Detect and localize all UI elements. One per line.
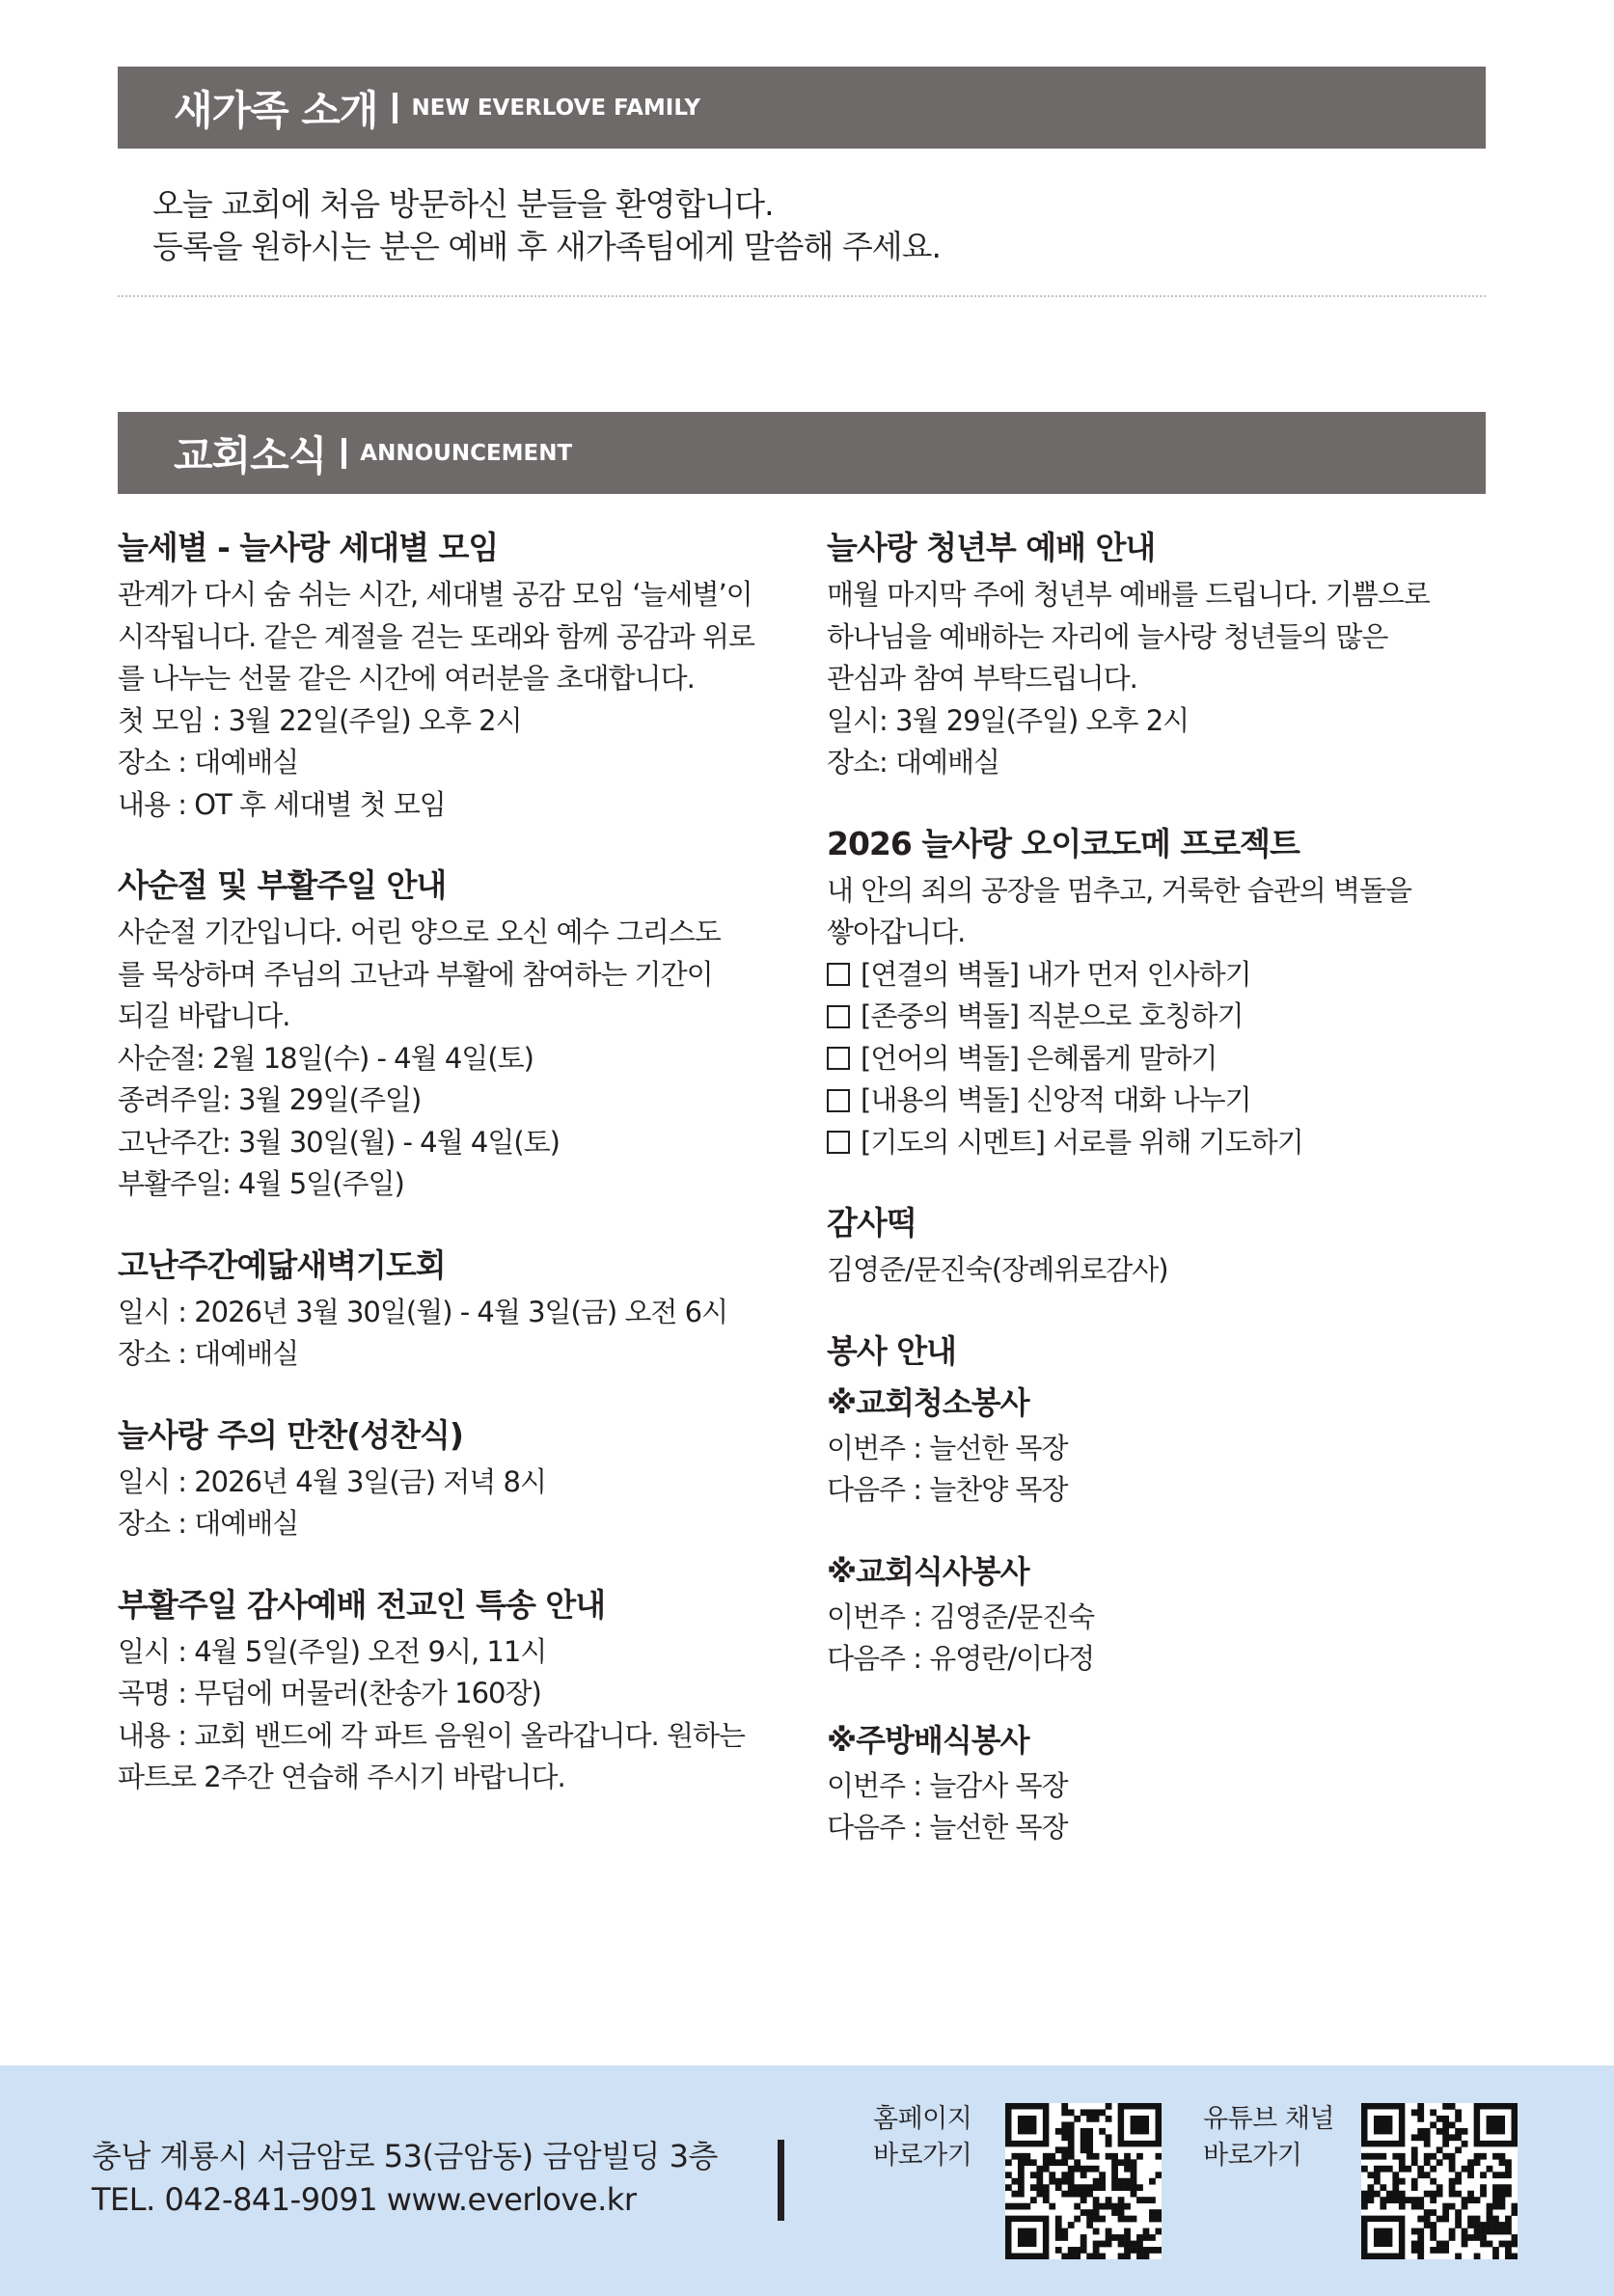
news-title: 늘세별 - 늘사랑 세대별 모임	[118, 529, 499, 566]
news-item	[118, 1244, 827, 1376]
checklist-label: [언어의 벽돌] 은혜롭게 말하기	[861, 1041, 1217, 1075]
news-body: 일시 : 2026년 4월 3일(금) 저녁 8시 장소 : 대예배실	[118, 1464, 546, 1540]
church-contact[interactable]: TEL. 042-841-9091 www.everlove.kr	[92, 2181, 637, 2218]
new-family-banner	[118, 67, 1486, 149]
checkbox-icon	[827, 963, 850, 986]
news-title: 감사떡	[827, 1204, 916, 1242]
service-group	[827, 1378, 1536, 1512]
checklist-item	[827, 1080, 1536, 1122]
news-title: 2026 늘사랑 오이코도메 프로젝트	[827, 824, 1299, 862]
checklist-item	[827, 996, 1536, 1038]
homepage-label-line: 바로가기	[873, 2141, 972, 2171]
service-group	[827, 1546, 1536, 1681]
checklist-label: [기도의 시멘트] 서로를 위해 기도하기	[861, 1125, 1303, 1159]
checklist-item	[827, 1122, 1536, 1164]
homepage-link-label[interactable]	[873, 2101, 971, 2174]
footer-address-block	[92, 2135, 718, 2222]
service-group-title: ※교회식사봉사	[827, 1552, 1029, 1590]
youtube-label-line: 바로가기	[1203, 2141, 1302, 2171]
service-group-title: ※주방배식봉사	[827, 1721, 1029, 1759]
service-this-week: 이번주 : 김영준/문진숙	[827, 1599, 1095, 1633]
new-family-title: 새가족 소개	[174, 86, 378, 134]
checklist-item	[827, 1038, 1536, 1080]
divider-bar	[393, 93, 397, 123]
news-item	[118, 1583, 827, 1799]
announcement-subtitle: ANNOUNCEMENT	[360, 440, 573, 466]
thanks-section	[827, 1201, 1536, 1292]
service-group	[827, 1715, 1536, 1849]
dotted-divider	[118, 295, 1486, 297]
news-body: 김영준/문진숙(장례위로감사)	[827, 1253, 1168, 1286]
announcement-right-column	[827, 526, 1536, 1887]
new-family-intro	[152, 183, 941, 268]
service-next-week: 다음주 : 늘찬양 목장	[827, 1473, 1068, 1506]
homepage-qr-icon[interactable]	[1005, 2103, 1162, 2259]
news-body: 내 안의 죄의 공장을 멈추고, 거룩한 습관의 벽돌을 쌓아갑니다.	[827, 873, 1412, 948]
news-body: 일시 : 2026년 3월 30일(월) - 4월 3일(금) 오전 6시 장소 : 대예배실	[118, 1295, 728, 1370]
youtube-link-label[interactable]	[1203, 2101, 1334, 2174]
news-title: 부활주일 감사예배 전교인 특송 안내	[118, 1585, 606, 1624]
homepage-label-line: 홈페이지	[873, 2104, 972, 2134]
church-address: 충남 계룡시 서금암로 53(금암동) 금암빌딩 3층	[92, 2138, 718, 2174]
service-this-week: 이번주 : 늘감사 목장	[827, 1768, 1068, 1802]
service-next-week: 다음주 : 늘선한 목장	[827, 1811, 1068, 1844]
youth-worship-section	[827, 526, 1536, 784]
oikodome-section	[827, 822, 1536, 1164]
announcement-banner	[118, 412, 1486, 494]
news-body: 매월 마지막 주에 청년부 예배를 드립니다. 기쁨으로 하나님을 예배하는 자리에 늘사랑 청년들의 많은 관심과 참여 부탁드립니다. 일시: 3월 29일(주일) 오후 2시 장소: 대예배실	[827, 578, 1430, 779]
news-body: 사순절 기간입니다. 어린 양으로 오신 예수 그리스도 를 묵상하며 주님의 고난과 부활에 참여하는 기간이 되길 바랍니다. 사순절: 2월 18일(수) - 4월 4일(토) 종려주일: 3월 29일(주일) 고난주간: 3월 30일(월) - 4월 4일(토) 부활주일: 4월 5일(주일)	[118, 916, 721, 1200]
checklist-label: [연결의 벽돌] 내가 먼저 인사하기	[861, 957, 1251, 991]
news-title: 사순절 및 부활주일 안내	[118, 866, 447, 904]
divider-bar	[342, 438, 346, 469]
new-family-line: 등록을 원하시는 분은 예배 후 새가족팀에게 말씀해 주세요.	[152, 228, 941, 265]
news-title: 늘사랑 주의 만찬(성찬식)	[118, 1415, 463, 1454]
announcement-left-column	[118, 526, 827, 1837]
news-body: 일시 : 4월 5일(주일) 오전 9시, 11시 곡명 : 무덤에 머물러(찬송가 160장) 내용 : 교회 밴드에 각 파트 음원이 올라갑니다. 원하는 파트로 2주간 연습해 주시기 바랍니다.	[118, 1634, 746, 1793]
news-title: 봉사 안내	[827, 1331, 957, 1370]
checklist-label: [존중의 벽돌] 직분으로 호칭하기	[861, 999, 1244, 1032]
checkbox-icon	[827, 1005, 850, 1028]
checkbox-icon	[827, 1047, 850, 1070]
footer-divider	[778, 2140, 784, 2221]
service-next-week: 다음주 : 유영란/이다정	[827, 1642, 1095, 1675]
checkbox-icon	[827, 1131, 850, 1154]
service-group-title: ※교회청소봉사	[827, 1383, 1029, 1421]
news-title: 고난주간예닮새벽기도회	[118, 1245, 446, 1284]
youtube-qr-icon[interactable]	[1361, 2103, 1518, 2259]
news-body: 관계가 다시 숨 쉬는 시간, 세대별 공감 모임 ‘늘세별’이 시작됩니다. 같은 계절을 걷는 또래와 함께 공감과 위로 를 나누는 선물 같은 시간에 여러분을 초대합니다. 첫 모임 : 3월 22일(주일) 오후 2시 장소 : 대예배실 내용 : OT 후 세대별 첫 모임	[118, 578, 755, 821]
news-item	[118, 526, 827, 826]
service-section	[827, 1329, 1536, 1849]
new-family-line: 오늘 교회에 처음 방문하신 분들을 환영합니다.	[152, 185, 774, 223]
news-title: 늘사랑 청년부 예배 안내	[827, 529, 1156, 566]
announcement-title: 교회소식	[174, 431, 327, 479]
checklist-item	[827, 954, 1536, 997]
news-item	[118, 863, 827, 1206]
news-item	[118, 1413, 827, 1545]
service-this-week: 이번주 : 늘선한 목장	[827, 1431, 1068, 1464]
checkbox-icon	[827, 1089, 850, 1112]
checklist-label: [내용의 벽돌] 신앙적 대화 나누기	[861, 1083, 1251, 1116]
youtube-label-line: 유튜브 채널	[1203, 2104, 1334, 2134]
new-family-subtitle: NEW EVERLOVE FAMILY	[411, 95, 701, 121]
